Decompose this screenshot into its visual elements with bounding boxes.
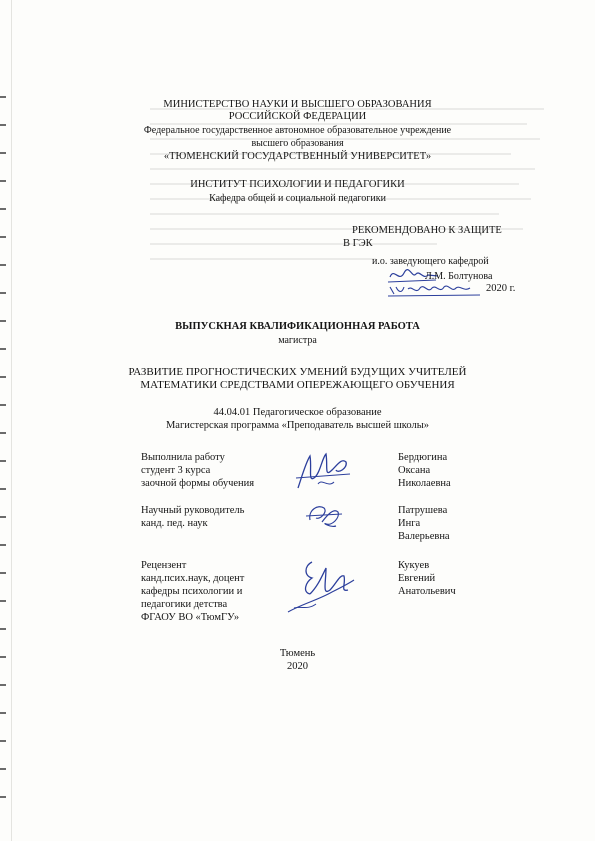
supervisor-surname: Патрушева <box>398 505 448 516</box>
student-first-name: Оксана <box>398 465 431 476</box>
city: Тюмень <box>279 648 316 659</box>
head-role: и.о. заведующего кафедрой <box>372 256 489 267</box>
reviewer-role-line5: ФГАОУ ВО «ТюмГУ» <box>141 612 240 623</box>
reviewer-role-line2: канд.псих.наук, доцент <box>141 573 245 584</box>
student-patronymic: Николаевна <box>398 478 451 489</box>
supervisor-role-line1: Научный руководитель <box>141 505 245 516</box>
master-program: Магистерская программа «Преподаватель высшей школы» <box>165 420 430 431</box>
work-type: ВЫПУСКНАЯ КВАЛИФИКАЦИОННАЯ РАБОТА <box>175 321 420 332</box>
institute-name: ИНСТИТУТ ПСИХОЛОГИИ И ПЕДАГОГИКИ <box>190 179 405 190</box>
reviewer-role-line4: педагогики детства <box>141 599 228 610</box>
reviewer-signature <box>282 556 360 618</box>
reviewer-role-line3: кафедры психологии и <box>141 586 243 597</box>
reviewer-first-name: Евгений <box>398 573 436 584</box>
university-name: «ТЮМЕНСКИЙ ГОСУДАРСТВЕННЫЙ УНИВЕРСИТЕТ» <box>163 151 432 162</box>
student-role-line2: студент 3 курса <box>141 465 211 476</box>
date-handwriting <box>386 279 484 299</box>
student-signature <box>292 448 354 496</box>
institution-line2: высшего образования <box>251 138 344 149</box>
student-surname: Бердюгина <box>398 452 448 463</box>
institution-line1: Федеральное государственное автономное образовательное учреждение <box>143 125 452 136</box>
work-title-line2: МАТЕМАТИКИ СРЕДСТВАМИ ОПЕРЕЖАЮЩЕГО ОБУЧЕНИЯ <box>140 379 455 391</box>
year: 2020 <box>287 661 308 672</box>
supervisor-role-line2: канд. пед. наук <box>141 518 208 529</box>
head-name: Л.М. Болтунова <box>425 271 493 282</box>
ministry-line1: МИНИСТЕРСТВО НАУКИ И ВЫСШЕГО ОБРАЗОВАНИЯ <box>163 99 432 110</box>
approval-date: 2020 г. <box>486 283 516 294</box>
reviewer-role-line1: Рецензент <box>141 560 187 571</box>
supervisor-signature <box>302 498 346 534</box>
recommended-line2: В ГЭК <box>343 238 373 249</box>
work-degree: магистра <box>278 335 317 346</box>
student-role-line3: заочной формы обучения <box>141 478 255 489</box>
reviewer-patronymic: Анатольевич <box>398 586 456 597</box>
student-role-line1: Выполнила работу <box>141 452 225 463</box>
specialty-code: 44.04.01 Педагогическое образование <box>213 407 382 418</box>
ministry-line2: РОССИЙСКОЙ ФЕДЕРАЦИИ <box>228 111 367 122</box>
supervisor-patronymic: Валерьевна <box>398 531 450 542</box>
supervisor-first-name: Инга <box>398 518 421 529</box>
reviewer-surname: Кукуев <box>398 560 430 571</box>
work-title-line1: РАЗВИТИЕ ПРОГНОСТИЧЕСКИХ УМЕНИЙ БУДУЩИХ УЧИТЕЛЕЙ <box>128 366 467 378</box>
recommended-line1: РЕКОМЕНДОВАНО К ЗАЩИТЕ <box>352 225 502 236</box>
department-name: Кафедра общей и социальной педагогики <box>209 193 386 204</box>
